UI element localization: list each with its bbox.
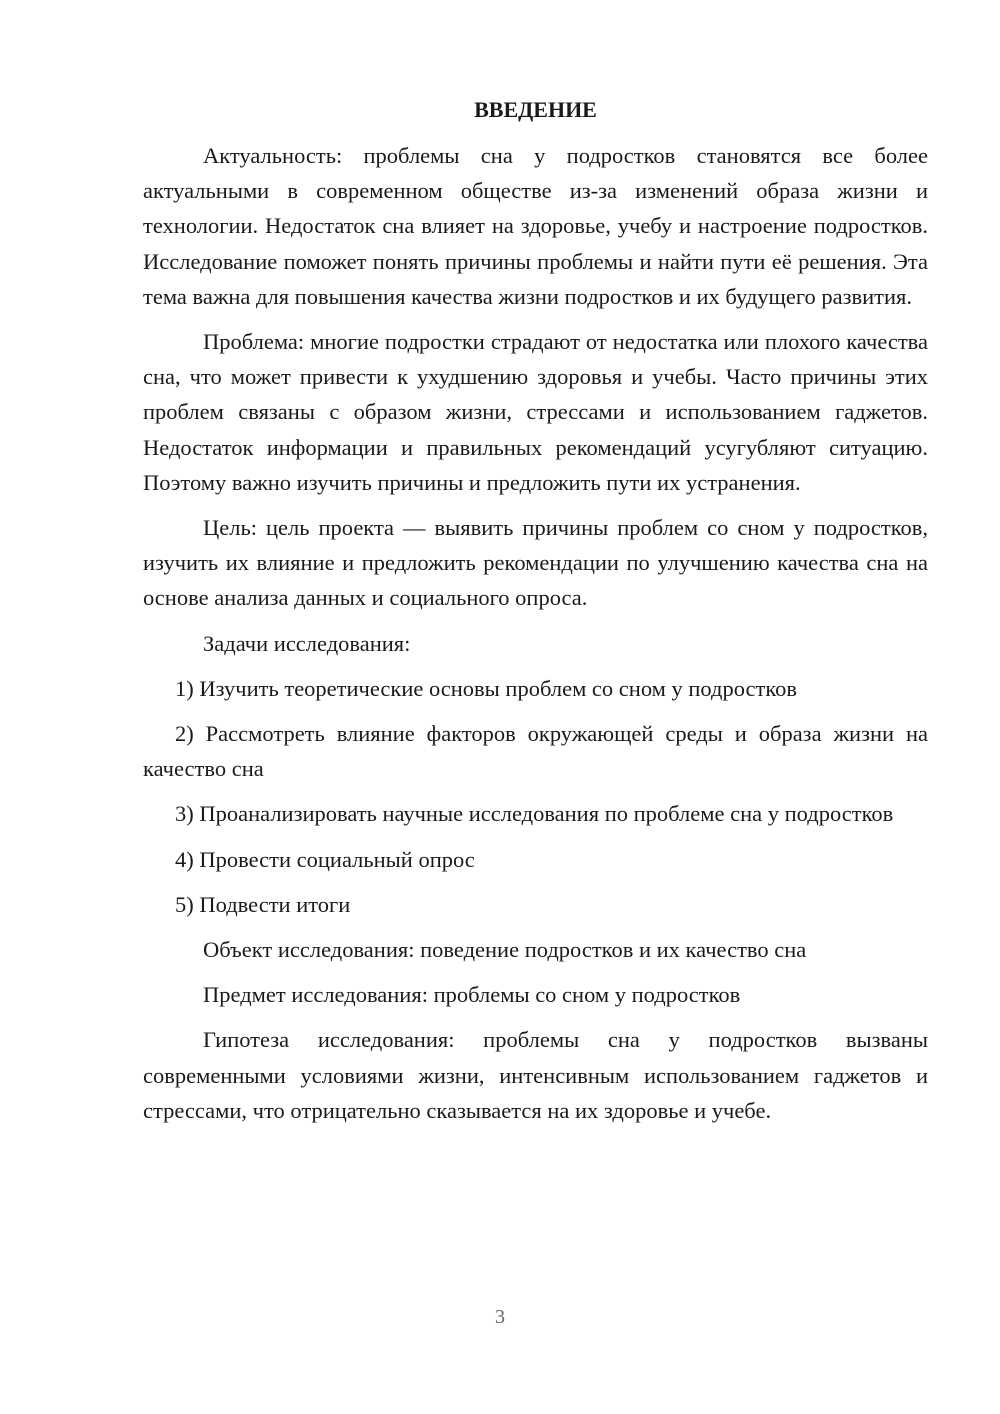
research-subject-paragraph: Предмет исследования: проблемы со сном у подростков	[203, 982, 741, 1008]
tasks-heading: Задачи исследования:	[203, 630, 411, 656]
relevance-paragraph: Актуальность: проблемы сна у подростков становятся все более актуальными в современном обществе из-за изменений образа жизни и технологии. Недостаток сна влияет на здоровье, учебу и настроение подростков. Исследование поможет понять причины проблемы и найти пути её решения. Эта тема важна для повышения качества жизни подростков и их будущего развития.	[143, 143, 928, 309]
page-title: ВВЕДЕНИЕ	[474, 97, 597, 122]
page-number: 3	[495, 1306, 505, 1328]
task-item-2: 2) Рассмотреть влияние факторов окружающей среды и образа жизни на качество сна	[143, 721, 928, 782]
goal-paragraph: Цель: цель проекта — выявить причины проблем со сном у подростков, изучить их влияние и предложить рекомендации по улучшению качества сна на основе анализа данных и социального опроса.	[143, 515, 928, 611]
research-object-paragraph: Объект исследования: поведение подростков и их качество сна	[203, 937, 807, 963]
task-item-4: 4) Провести социальный опрос	[175, 846, 475, 872]
problem-paragraph: Проблема: многие подростки страдают от недостатка или плохого качества сна, что может привести к ухудшению здоровья и учебы. Часто причины этих проблем связаны с образом жизни, стрессами и использованием гаджетов. Недостаток информации и правильных рекомендаций усугубляют ситуацию. Поэтому важно изучить причины и предложить пути их устранения.	[143, 329, 928, 495]
document-page	[143, 92, 928, 1138]
task-item-5: 5) Подвести итоги	[175, 891, 351, 917]
task-item-3: 3) Проанализировать научные исследования по проблеме сна у подростков	[175, 801, 894, 827]
task-item-1: 1) Изучить теоретические основы проблем со сном у подростков	[175, 675, 798, 701]
hypothesis-paragraph: Гипотеза исследования: проблемы сна у подростков вызваны современными условиями жизни, интенсивным использованием гаджетов и стрессами, что отрицательно сказывается на их здоровье и учебе.	[143, 1027, 928, 1123]
